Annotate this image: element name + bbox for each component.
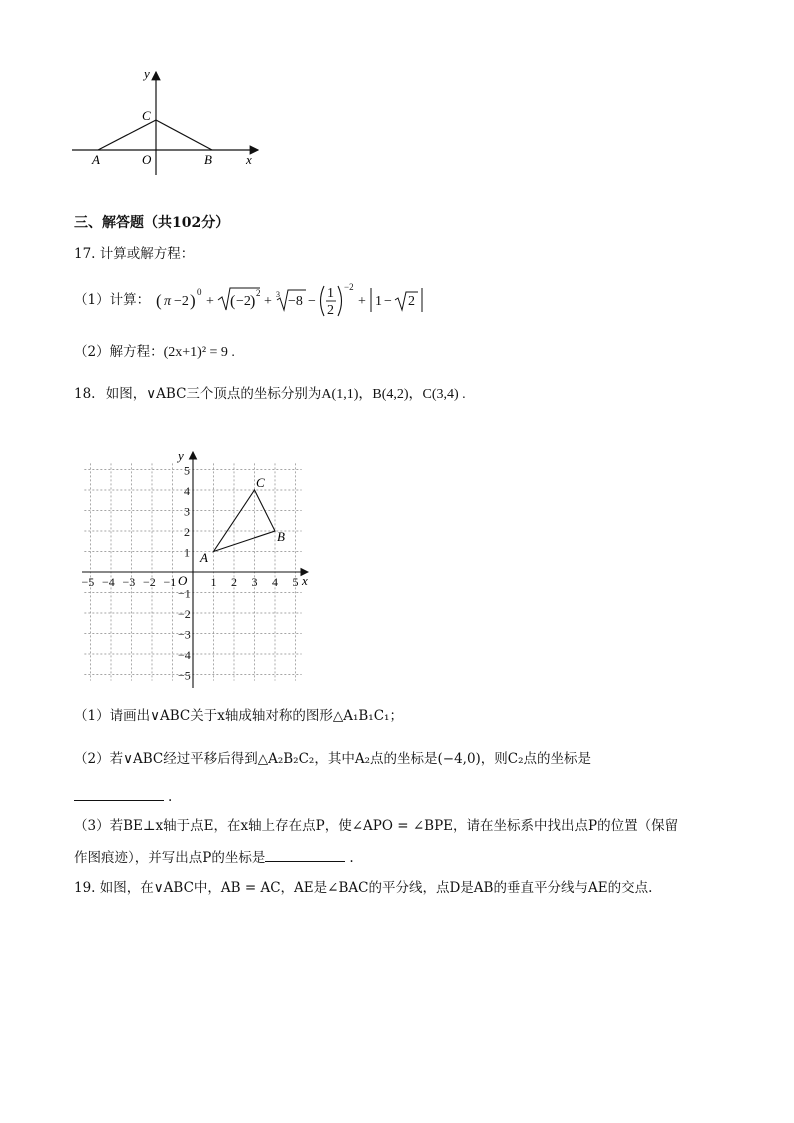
- svg-text:−: −: [384, 294, 392, 309]
- y-tick-label: −4: [178, 648, 191, 662]
- q17-part2-equation: (2x+1)² = 9 .: [163, 345, 235, 360]
- svg-text:(: (: [156, 291, 162, 310]
- svg-text:−8: −8: [288, 294, 303, 309]
- x-tick-label: −5: [81, 575, 95, 589]
- y-tick-label: 2: [184, 525, 190, 539]
- q17-part1-label: （1）计算：: [74, 292, 151, 308]
- label-o: O: [142, 152, 152, 167]
- q18-part3-line1: （3）若BE⊥x轴于点E，在x轴上存在点P，使∠APO = ∠BPE，请在坐标系中找出点P的位置（保留: [74, 818, 679, 834]
- y-tick-label: 5: [184, 463, 190, 478]
- section-title: 三、解答题（共102分）: [74, 215, 230, 231]
- svg-text:+: +: [264, 294, 272, 309]
- svg-text:π: π: [164, 294, 172, 309]
- q17-text: 计算或解方程：: [99, 246, 195, 262]
- label-a: A: [92, 152, 100, 167]
- svg-text:+: +: [206, 294, 214, 309]
- svg-text:2: 2: [408, 294, 415, 309]
- q18-number: 18.: [74, 386, 96, 402]
- q18-intro: 如图，∨ABC三个顶点的坐标分别为: [105, 386, 322, 402]
- figure-axes-triangle: [60, 60, 270, 180]
- x-tick-label: −2: [143, 575, 156, 589]
- q19-number: 19.: [74, 880, 96, 896]
- x-tick-label: 3: [251, 575, 258, 589]
- label-c: C: [256, 475, 265, 490]
- y-tick-label: −5: [178, 668, 191, 683]
- answer-blank-p[interactable]: [265, 847, 345, 862]
- q17-stem: [74, 244, 194, 264]
- segment-ac: [98, 120, 156, 150]
- svg-text:−2: −2: [344, 282, 354, 292]
- svg-text:2: 2: [327, 303, 334, 318]
- segment-cb: [156, 120, 212, 150]
- q18-part2: （2）若∨ABC经过平移后得到△A₂B₂C₂，其中A₂点的坐标是(−4,0)，则C₂点的坐标是: [74, 751, 592, 767]
- q19-stem: [74, 878, 652, 898]
- x-tick-label: 5: [292, 575, 299, 589]
- q17-part2-label: （2）解方程：: [74, 344, 164, 360]
- q18-part2-answer: [74, 786, 172, 807]
- q19-text: 如图，在∨ABC中，AB = AC，AE是∠BAC的平分线，点D是AB的垂直平分线与AE的交点.: [99, 880, 653, 896]
- q17-number: 17.: [74, 246, 96, 262]
- svg-text:2: 2: [256, 288, 261, 298]
- y-tick-label: 4: [184, 484, 190, 498]
- label-b: B: [204, 152, 212, 167]
- figure-coordinate-grid: [80, 448, 320, 694]
- x-tick-label: −1: [163, 575, 177, 589]
- svg-text:): ): [190, 291, 196, 310]
- x-tick-label: −3: [122, 575, 136, 589]
- svg-text:−: −: [308, 294, 316, 309]
- svg-text:+: +: [358, 294, 366, 309]
- q18-coords: A(1,1)，B(4,2)，C(3,4) .: [321, 387, 466, 402]
- y-tick-label: −3: [178, 627, 191, 642]
- svg-text:−2: −2: [174, 294, 189, 309]
- label-b: B: [277, 529, 285, 544]
- q18-part3-end: .: [349, 850, 354, 866]
- q17-part1-formula: [154, 280, 434, 322]
- q18-part3-line2: [74, 847, 354, 868]
- label-c: C: [142, 108, 151, 123]
- y-tick-label: −2: [178, 607, 191, 621]
- svg-text:1: 1: [327, 286, 334, 301]
- svg-text:0: 0: [197, 287, 202, 297]
- label-x: x: [246, 152, 252, 167]
- q17-part1: [74, 290, 150, 310]
- label-origin: O: [178, 573, 188, 588]
- y-tick-label: 3: [184, 504, 190, 519]
- y-tick-label: −1: [178, 586, 191, 601]
- x-tick-label: −4: [102, 575, 115, 589]
- q18-part3-text: 作图痕迹），并写出点P的坐标是: [74, 850, 266, 866]
- svg-text:): ): [250, 293, 256, 310]
- q18-part2-end: .: [168, 789, 173, 805]
- y-tick-label: 1: [184, 545, 190, 560]
- label-y: y: [178, 448, 184, 463]
- triangle-abc: [214, 490, 276, 552]
- label-y: y: [144, 66, 150, 81]
- x-tick-label: 1: [210, 575, 217, 589]
- answer-blank-c2[interactable]: [74, 786, 164, 801]
- svg-text:(: (: [230, 293, 236, 310]
- svg-text:−2: −2: [236, 294, 251, 309]
- q17-part2: [74, 342, 235, 363]
- q18-part1: （1）请画出∨ABC关于x轴成轴对称的图形△A₁B₁C₁；: [74, 708, 403, 724]
- svg-text:3: 3: [276, 290, 280, 299]
- x-tick-label: 4: [272, 575, 278, 589]
- label-a: A: [200, 550, 208, 565]
- svg-text:1: 1: [375, 294, 382, 309]
- q18-stem: [74, 384, 466, 405]
- label-x: x: [302, 573, 308, 588]
- x-tick-label: 2: [231, 575, 237, 589]
